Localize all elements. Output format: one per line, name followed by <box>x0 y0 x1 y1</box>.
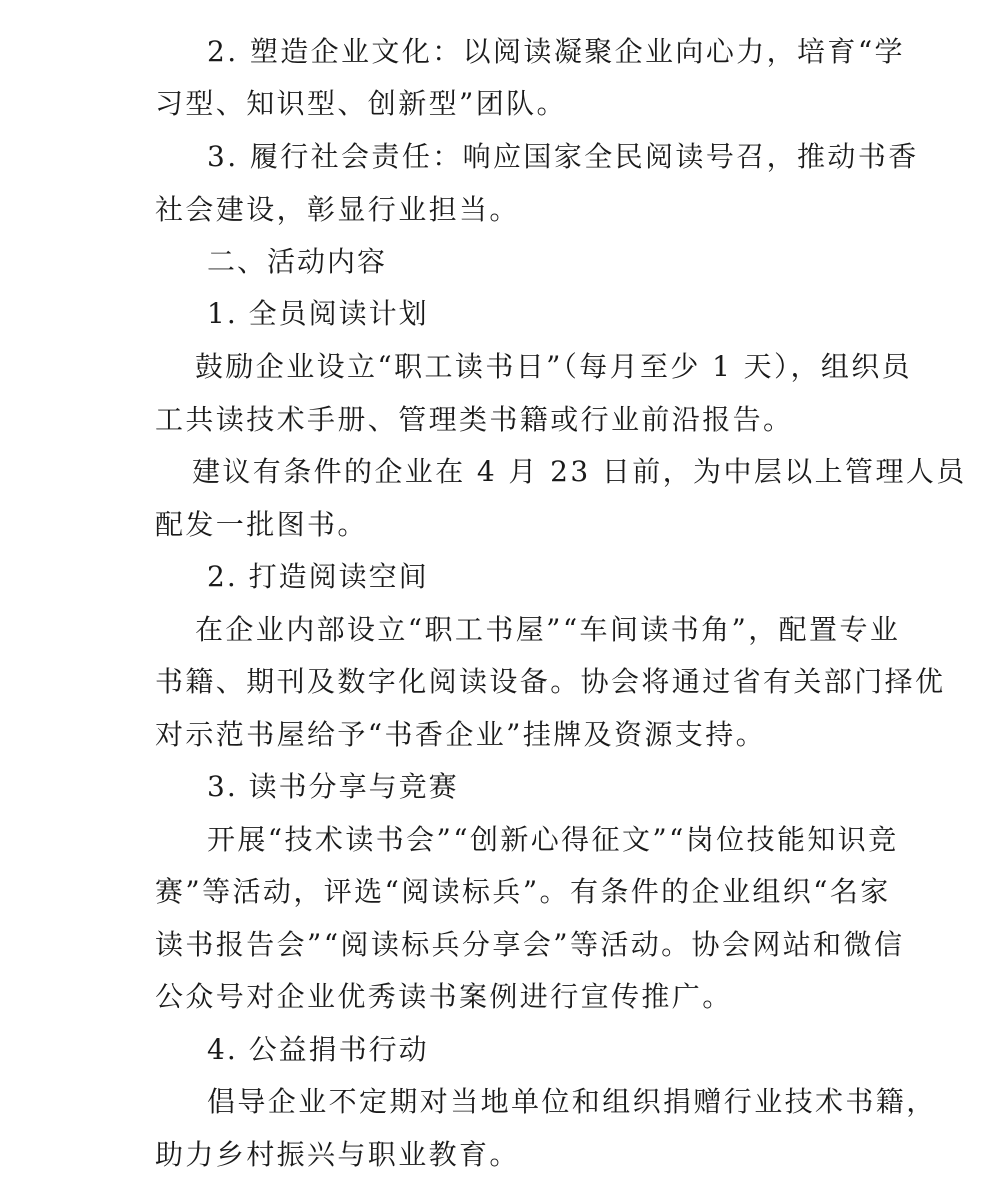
reading-space-line-2: 书籍、期刊及数字化阅读设备。协会将通过省有关部门择优 <box>155 665 946 698</box>
reading-plan-paragraph-2-line-1: 建议有条件的企业在 4 月 23 日前，为中层以上管理人员 <box>192 455 967 488</box>
sharing-line-4: 公众号对企业优秀读书案例进行宣传推广。 <box>155 980 733 1013</box>
goal-3-line-2: 社会建设，彰显行业担当。 <box>155 193 520 226</box>
reading-space-line-3: 对示范书屋给予“书香企业”挂牌及资源支持。 <box>155 718 767 751</box>
donation-line-1: 倡导企业不定期对当地单位和组织捐赠行业技术书籍， <box>207 1085 937 1118</box>
reading-plan-paragraph-2-line-2: 配发一批图书。 <box>155 508 368 541</box>
donation-line-2: 助力乡村振兴与职业教育。 <box>155 1138 520 1171</box>
subheading-reading-space: 2. 打造阅读空间 <box>207 560 429 593</box>
sharing-line-3: 读书报告会”“阅读标兵分享会”等活动。协会网站和微信 <box>155 928 905 961</box>
goal-2-line-1: 2. 塑造企业文化：以阅读凝聚企业向心力，培育“学 <box>207 35 905 68</box>
reading-space-line-1: 在企业内部设立“职工书屋”“车间读书角”，配置专业 <box>195 613 901 646</box>
sharing-line-1: 开展“技术读书会”“创新心得征文”“岗位技能知识竞 <box>207 823 899 856</box>
subheading-reading-plan: 1. 全员阅读计划 <box>207 297 429 330</box>
sharing-line-2: 赛”等活动，评选“阅读标兵”。有条件的企业组织“名家 <box>155 875 891 908</box>
reading-plan-paragraph-1-line-1: 鼓励企业设立“职工读书日”（每月至少 1 天），组织员 <box>195 350 913 383</box>
section-heading-activities: 二、活动内容 <box>207 245 388 278</box>
goal-3-line-1: 3. 履行社会责任：响应国家全民阅读号召，推动书香 <box>207 140 919 173</box>
subheading-book-donation: 4. 公益捐书行动 <box>207 1033 429 1066</box>
goal-2-line-2: 习型、知识型、创新型”团队。 <box>155 87 567 120</box>
reading-plan-paragraph-1-line-2: 工共读技术手册、管理类书籍或行业前沿报告。 <box>155 403 794 436</box>
subheading-sharing-competition: 3. 读书分享与竞赛 <box>207 770 459 803</box>
